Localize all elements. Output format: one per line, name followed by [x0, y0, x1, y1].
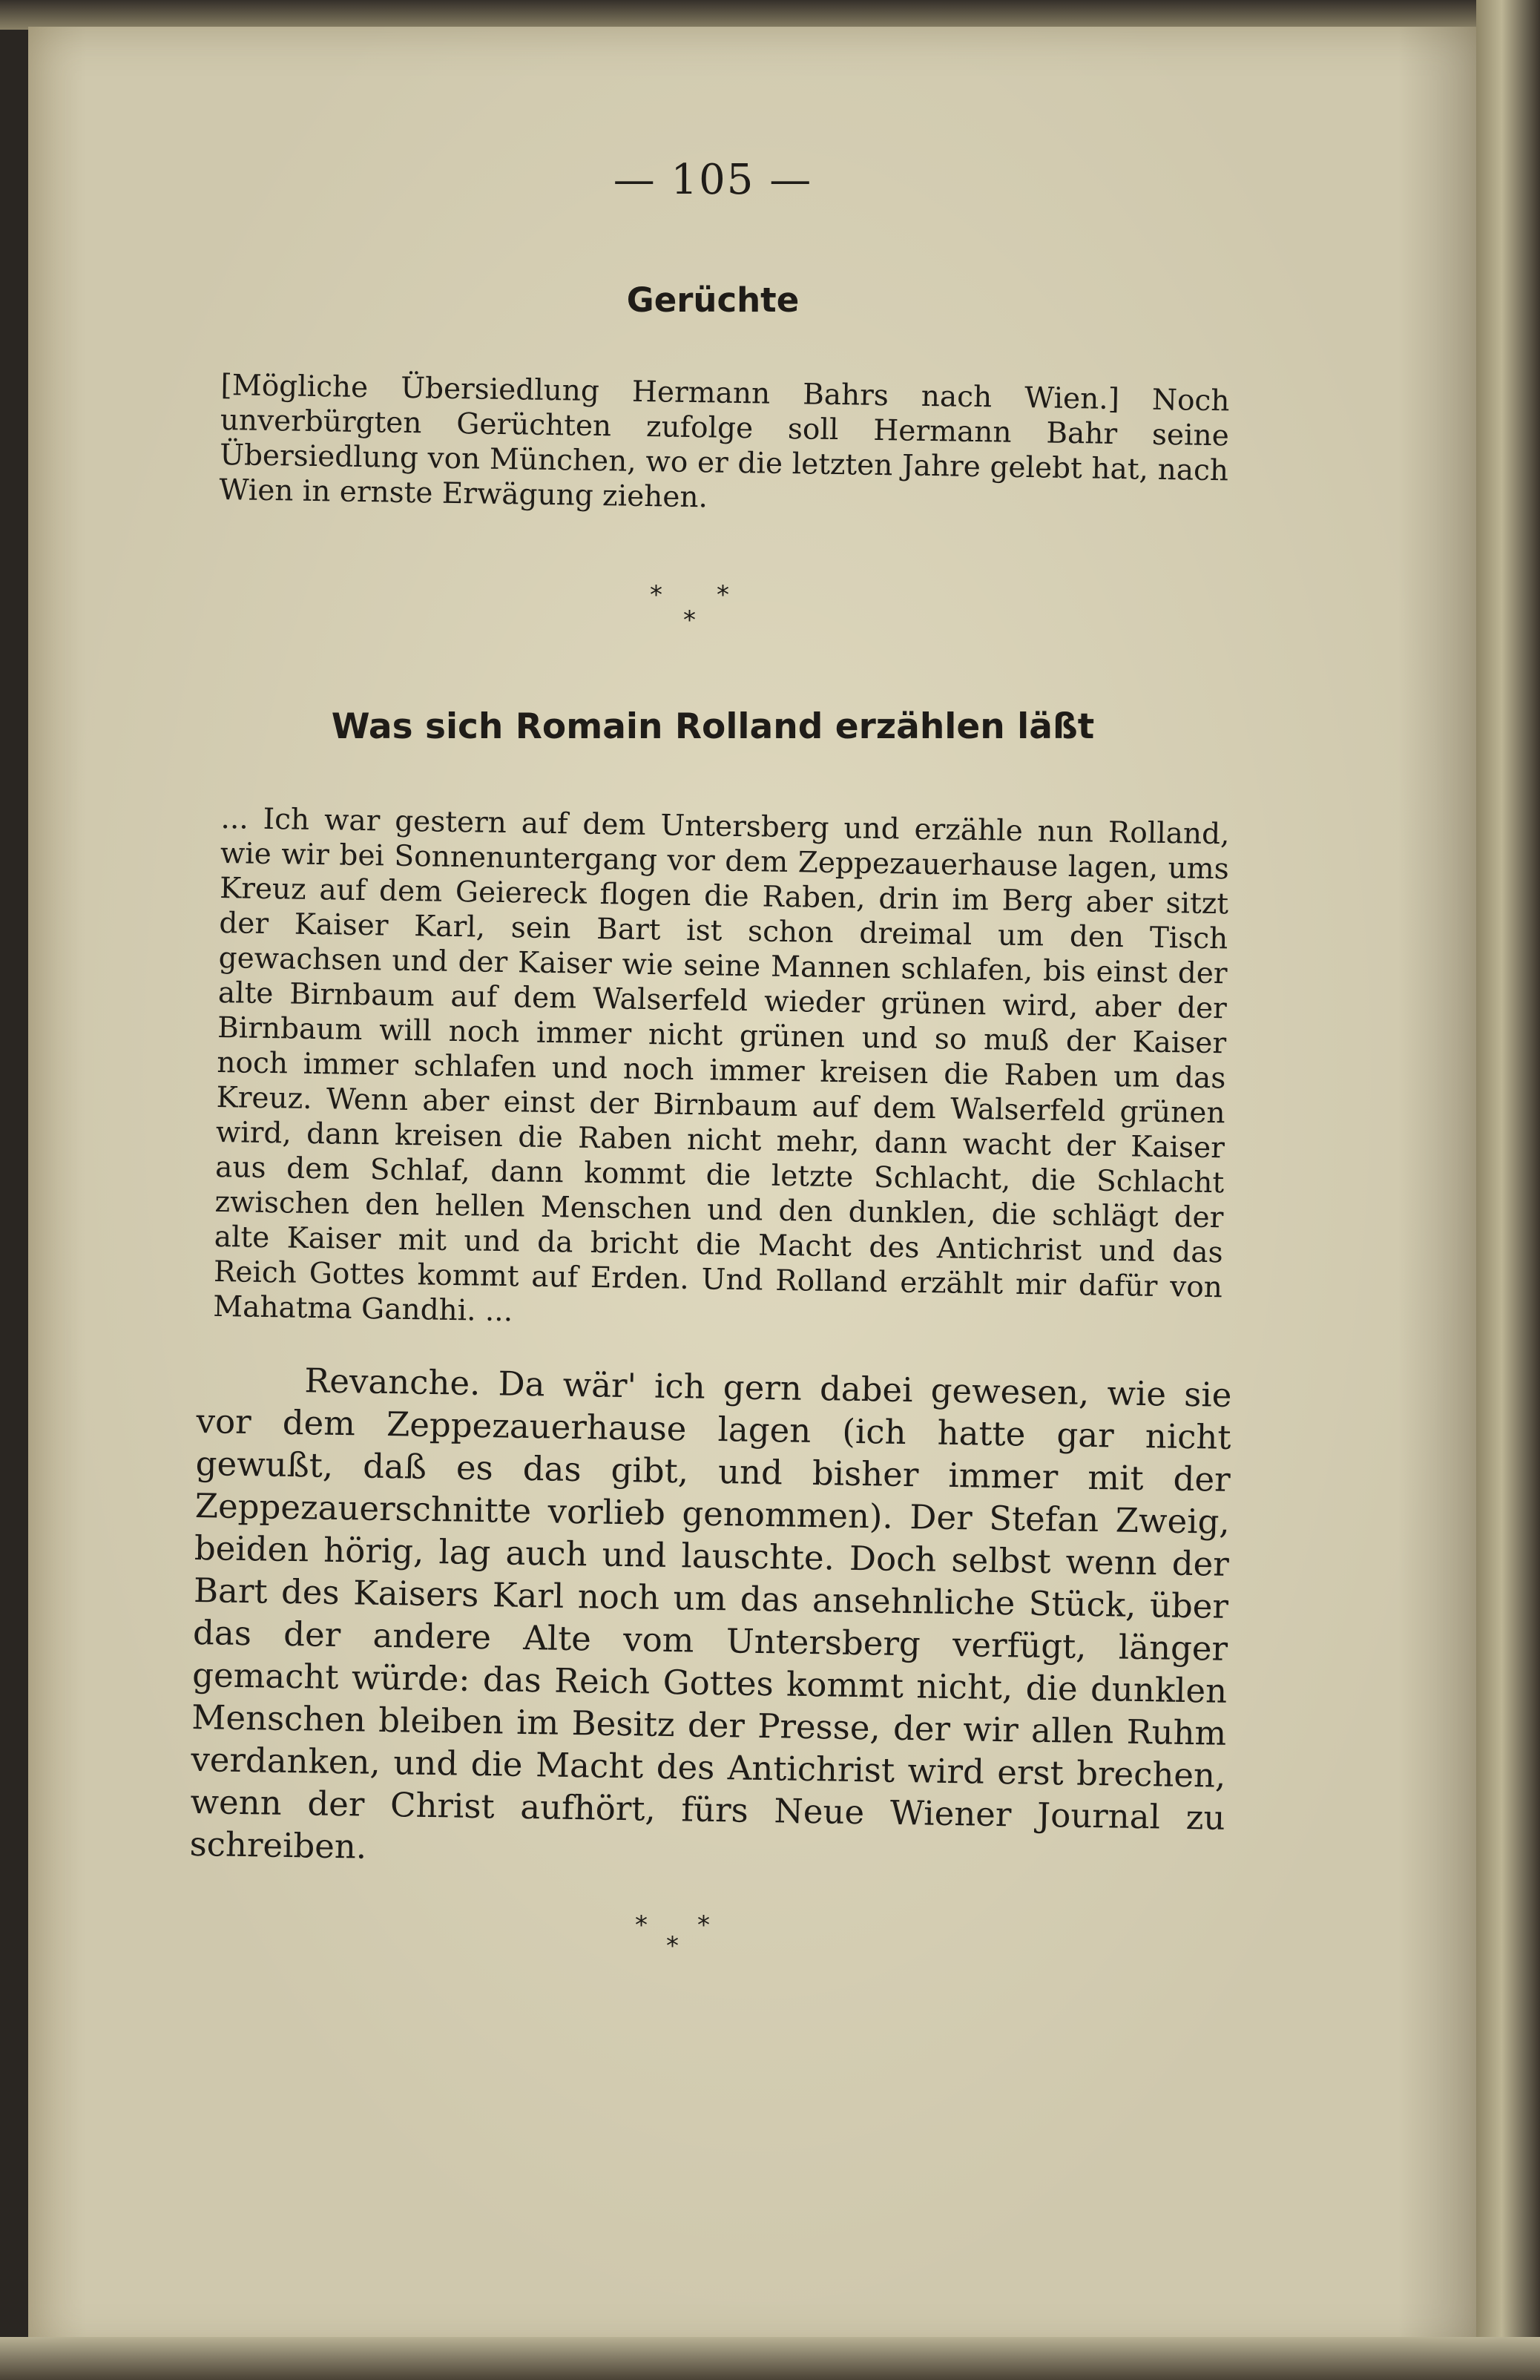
separator-stars-2 [635, 1910, 813, 1962]
section-heading-geruechte: Gerüchte [626, 280, 800, 320]
page-top-edge [0, 0, 1540, 30]
quote-rolland: ... Ich war gestern auf dem Untersberg und erzähle nun Rolland, wie wir bei Sonnenuntergang vor dem Zeppezauerhause lagen, ums Kreuz auf dem Geiereck flogen die Raben, drin im Berg aber sitzt der Kaiser Karl, sein Bart ist schon dreimal um den Tisch gewachsen und der Kaiser wie seine Mannen schlafen, bis einst der alte Birnbaum auf dem Walserfeld wieder grünen wird, aber der Birnbaum will noch immer nicht grünen und so muß der Kaiser noch immer schlafen und noch immer kreisen die Raben um das Kreuz. Wenn aber einst der Birnbaum auf dem Walserfeld grünen wird, dann kreisen die Raben nicht mehr, dann wacht der Kaiser aus dem Schlaf, dann kommt die letzte Schlacht, die Schlacht zwischen den hellen Menschen und den dunklen, die schlägt der alte Kaiser mit und da bricht die Macht des Antichrist und das Reich Gottes kommt auf Erden. Und Rolland erzählt mir dafür von Mahatma Gandhi. ... [212, 801, 1230, 1329]
star-2: * [717, 580, 729, 610]
star-2: * [697, 1910, 710, 1940]
star-1: * [635, 1910, 648, 1940]
star-3: * [666, 1931, 679, 1961]
page-bottom-edge [0, 2337, 1540, 2380]
star-3: * [683, 605, 696, 635]
page-right-edge [1476, 0, 1540, 2380]
separator-stars [650, 580, 828, 635]
paragraph-geruechte: [Mögliche Übersiedlung Hermann Bahrs nach Wien.] Noch unverbürgten Gerüchten zufolge soll Hermann Bahr seine Übersiedlung von München, wo er die letzten Jahre gelebt hat, nach Wien in ernste Erwägung ziehen. [219, 368, 1230, 515]
section-heading-rolland: Was sich Romain Rolland erzählen läßt [331, 706, 1095, 747]
paragraph-revanche: Revanche. Da wär' ich gern dabei gewesen, wie sie vor dem Zeppezauerhause lagen (ich hatte gar nicht gewußt, daß es das gibt, und bisher immer mit der Zeppezauerschnitte vorlieb genommen). Der Stefan Zweig, beiden hörig, lag auch und lauschte. Doch selbst wenn der Bart des Kaisers Karl noch um das ansehnliche Stück, über das der andere Alte vom Untersberg verfügt, länger gemacht würde: das Reich Gottes kommt nicht, die dunklen Menschen bleiben im Besitz der Presse, der wir allen Ruhm verdanken, und die Macht des Antichrist wird erst brechen, wenn der Christ aufhört, fürs Neue Wiener Journal zu schreiben. [189, 1361, 1232, 1867]
page-number: — 105 — [613, 156, 813, 204]
star-1: * [650, 580, 662, 610]
